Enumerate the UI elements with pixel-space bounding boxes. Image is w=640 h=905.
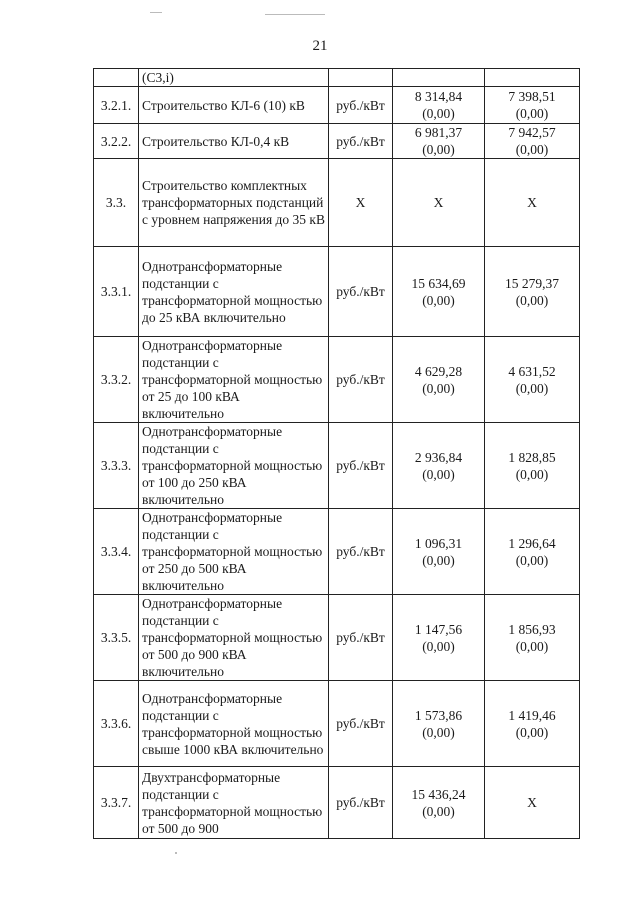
cell-unit: руб./кВт <box>329 87 393 124</box>
cell-num: 3.3.3. <box>94 423 139 509</box>
value: 1 147,56 <box>414 621 463 637</box>
value: Х <box>527 795 537 810</box>
value-sub: (0,00) <box>422 724 455 740</box>
table-row <box>94 767 580 839</box>
cell-num: 3.2.1. <box>94 87 139 124</box>
cell-unit: Х <box>329 159 393 247</box>
cell-name: Строительство комплектных трансформаторных подстанций с уровнем напряжения до 35 кВ <box>139 159 329 247</box>
table-row <box>94 159 580 247</box>
cell-value-2 <box>485 159 580 247</box>
cell-num: 3.3.2. <box>94 337 139 423</box>
value-sub: (0,00) <box>515 638 549 654</box>
cell-unit: руб./кВт <box>329 337 393 423</box>
value-sub: (0,00) <box>422 106 455 121</box>
value: 1 419,46 <box>508 707 556 723</box>
cell-unit: руб./кВт <box>329 595 393 681</box>
tariff-table <box>93 68 580 839</box>
cell-value-1 <box>393 247 485 337</box>
value: 1 296,64 <box>508 535 556 551</box>
table-row <box>94 681 580 767</box>
cell-value-2 <box>485 247 580 337</box>
value: 1 096,31 <box>414 535 463 551</box>
cell-value-2 <box>485 124 580 159</box>
cell-value-1 <box>393 681 485 767</box>
cell-name: Двухтрансформаторные подстанции с трансформаторной мощностью от 500 до 900 <box>139 767 329 839</box>
cell-name: Однотрансформаторные подстанции с трансформаторной мощностью от 250 до 500 кВА включительно <box>139 509 329 595</box>
cell-name: Строительство КЛ-6 (10) кВ <box>139 87 329 124</box>
value: 15 279,37 <box>505 275 559 291</box>
scan-mark <box>175 852 177 854</box>
value: 15 436,24 <box>411 786 466 802</box>
value: Х <box>527 195 537 210</box>
cell-value-2 <box>485 509 580 595</box>
value-sub: (0,00) <box>515 724 549 740</box>
scan-mark <box>150 12 162 13</box>
cell-unit: руб./кВт <box>329 509 393 595</box>
cell-name: Однотрансформаторные подстанции с трансформаторной мощностью от 100 до 250 кВА включительно <box>139 423 329 509</box>
cell-value-1 <box>393 337 485 423</box>
cell-num: 3.2.2. <box>94 124 139 159</box>
table-row <box>94 423 580 509</box>
table-row <box>94 87 580 124</box>
cell-value-1 <box>393 159 485 247</box>
cell-name: Строительство КЛ-0,4 кВ <box>139 124 329 159</box>
cell-value-2 <box>485 87 580 124</box>
cell-value-1 <box>393 767 485 839</box>
value: 7 398,51 <box>508 89 556 104</box>
cell-value-1 <box>393 509 485 595</box>
value: 4 631,52 <box>508 363 556 379</box>
value: 1 573,86 <box>414 707 463 723</box>
value-sub: (0,00) <box>515 142 549 157</box>
value-sub: (0,00) <box>422 803 455 819</box>
cell-value-2 <box>485 69 580 87</box>
value: 8 314,84 <box>414 89 463 104</box>
cell-unit: руб./кВт <box>329 247 393 337</box>
value-sub: (0,00) <box>515 292 549 308</box>
cell-unit: руб./кВт <box>329 423 393 509</box>
value: Х <box>433 195 444 210</box>
value-sub: (0,00) <box>515 380 549 396</box>
cell-value-2 <box>485 423 580 509</box>
cell-name: Однотрансформаторные подстанции с трансформаторной мощностью от 25 до 100 кВА включительно <box>139 337 329 423</box>
cell-num: 3.3. <box>94 159 139 247</box>
value-sub: (0,00) <box>515 552 549 568</box>
cell-num: 3.3.6. <box>94 681 139 767</box>
cell-unit: руб./кВт <box>329 767 393 839</box>
cell-value-1 <box>393 423 485 509</box>
value-sub: (0,00) <box>515 106 549 121</box>
cell-num: 3.3.1. <box>94 247 139 337</box>
table-row <box>94 337 580 423</box>
cell-value-1 <box>393 69 485 87</box>
value-sub: (0,00) <box>422 292 455 308</box>
value-sub: (0,00) <box>422 638 455 654</box>
cell-name: (C3,i) <box>139 69 329 87</box>
cell-value-1 <box>393 595 485 681</box>
page-number: 21 <box>312 38 328 54</box>
table-row <box>94 124 580 159</box>
cell-value-2 <box>485 337 580 423</box>
cell-unit <box>329 69 393 87</box>
cell-value-1 <box>393 124 485 159</box>
value: 6 981,37 <box>414 125 463 140</box>
value: 7 942,57 <box>508 125 556 140</box>
cell-value-2 <box>485 595 580 681</box>
cell-unit: руб./кВт <box>329 124 393 159</box>
value: 4 629,28 <box>414 363 463 379</box>
value: 1 828,85 <box>508 449 556 465</box>
value-sub: (0,00) <box>422 466 455 482</box>
value-sub: (0,00) <box>515 466 549 482</box>
table-row <box>94 595 580 681</box>
value-sub: (0,00) <box>422 552 455 568</box>
cell-value-2 <box>485 767 580 839</box>
table-row <box>94 509 580 595</box>
cell-num <box>94 69 139 87</box>
cell-num: 3.3.4. <box>94 509 139 595</box>
table-row-continuation <box>94 69 580 87</box>
value: 15 634,69 <box>411 275 466 291</box>
cell-value-1 <box>393 87 485 124</box>
scan-mark <box>265 14 325 15</box>
value: 2 936,84 <box>414 449 463 465</box>
value-sub: (0,00) <box>422 142 455 157</box>
cell-name: Однотрансформаторные подстанции с трансформаторной мощностью до 25 кВА включительно <box>139 247 329 337</box>
value-sub: (0,00) <box>422 380 455 396</box>
table-row <box>94 247 580 337</box>
cell-name: Однотрансформаторные подстанции с трансформаторной мощностью свыше 1000 кВА включительно <box>139 681 329 767</box>
value: 1 856,93 <box>508 621 556 637</box>
cell-name: Однотрансформаторные подстанции с трансформаторной мощностью от 500 до 900 кВА включительно <box>139 595 329 681</box>
cell-unit: руб./кВт <box>329 681 393 767</box>
cell-num: 3.3.7. <box>94 767 139 839</box>
cell-value-2 <box>485 681 580 767</box>
cell-num: 3.3.5. <box>94 595 139 681</box>
